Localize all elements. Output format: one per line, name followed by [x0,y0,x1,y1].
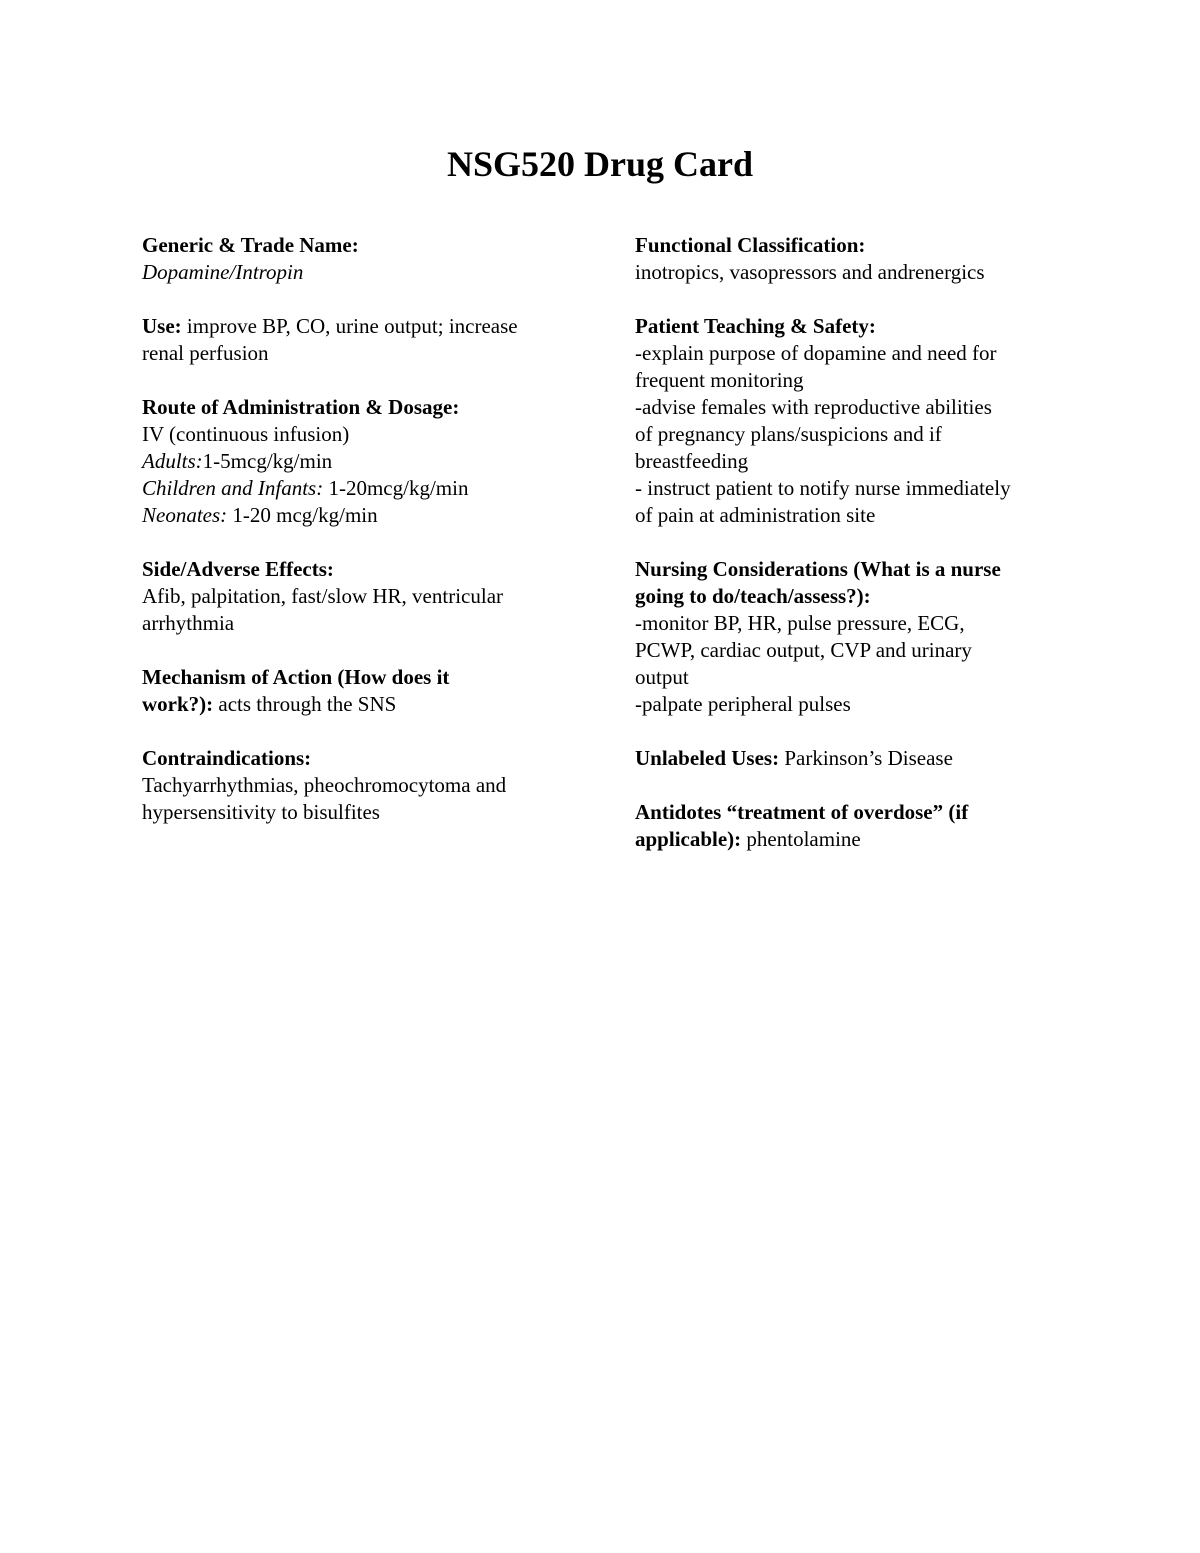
antidotes-section [635,799,1065,853]
patient-teaching-line: of pregnancy plans/suspicions and if [635,422,942,446]
contraindications-line-1: Tachyarrhythmias, pheochromocytoma and [142,773,507,797]
nursing-considerations-heading-line-2: going to do/teach/assess?): [635,584,871,608]
generic-trade-name-section [142,232,582,286]
use-section [142,313,582,367]
mechanism-heading-line-2: work?): [142,692,214,716]
antidotes-value: phentolamine [741,827,861,851]
dosage-adults-label: Adults: [142,449,203,473]
side-effects-line-1: Afib, palpitation, fast/slow HR, ventricular [142,584,504,608]
patient-teaching-line: frequent monitoring [635,368,804,392]
patient-teaching-heading: Patient Teaching & Safety: [635,314,876,338]
functional-classification-heading: Functional Classification: [635,233,866,257]
dosage-children-label: Children and Infants: [142,476,324,500]
unlabeled-uses-section [635,745,1065,772]
unlabeled-uses-heading: Unlabeled Uses: [635,746,780,770]
left-column [142,232,582,853]
side-effects-section [142,556,582,637]
dosage-neonates-label: Neonates: [142,503,228,527]
patient-teaching-line: - instruct patient to notify nurse immediately [635,476,1011,500]
functional-classification-section [635,232,1065,286]
mechanism-heading-line-1: Mechanism of Action (How does it [142,665,450,689]
contraindications-section [142,745,582,826]
dosage-neonates-value: 1-20 mcg/kg/min [227,503,378,527]
use-value-line-1: improve BP, CO, urine output; increase [181,314,518,338]
patient-teaching-line: -explain purpose of dopamine and need for [635,341,997,365]
nursing-considerations-line: PCWP, cardiac output, CVP and urinary [635,638,972,662]
use-value-line-2: renal perfusion [142,341,269,365]
nursing-considerations-heading-line-1: Nursing Considerations (What is a nurse [635,557,1001,581]
right-column [635,232,1065,880]
mechanism-section [142,664,582,718]
nursing-considerations-line: output [635,665,689,689]
patient-teaching-line: of pain at administration site [635,503,876,527]
unlabeled-uses-value: Parkinson’s Disease [779,746,953,770]
patient-teaching-line: breastfeeding [635,449,749,473]
route-dosage-heading: Route of Administration & Dosage: [142,395,460,419]
route-dosage-section [142,394,582,529]
dosage-children [142,475,582,502]
patient-teaching-section [635,313,1065,529]
side-effects-line-2: arrhythmia [142,611,235,635]
page-title: NSG520 Drug Card [446,144,754,184]
route-value: IV (continuous infusion) [142,422,350,446]
use-heading: Use: [142,314,182,338]
contraindications-heading: Contraindications: [142,746,312,770]
mechanism-value: acts through the SNS [213,692,397,716]
dosage-neonates [142,502,582,529]
nursing-considerations-section [635,556,1065,718]
antidotes-heading-line-2: applicable): [635,827,742,851]
contraindications-line-2: hypersensitivity to bisulfites [142,800,380,824]
antidotes-heading-line-1: Antidotes “treatment of overdose” (if [635,800,969,824]
dosage-children-value: 1-20mcg/kg/min [323,476,469,500]
nursing-considerations-line: -palpate peripheral pulses [635,692,851,716]
functional-classification-value: inotropics, vasopressors and andrenergics [635,260,985,284]
generic-trade-name-value: Dopamine/Intropin [142,260,304,284]
generic-trade-name-heading: Generic & Trade Name: [142,233,359,257]
nursing-considerations-line: -monitor BP, HR, pulse pressure, ECG, [635,611,965,635]
dosage-adults-value: 1-5mcg/kg/min [202,449,333,473]
dosage-adults [142,448,582,475]
side-effects-heading: Side/Adverse Effects: [142,557,334,581]
patient-teaching-line: -advise females with reproductive abilities [635,395,992,419]
